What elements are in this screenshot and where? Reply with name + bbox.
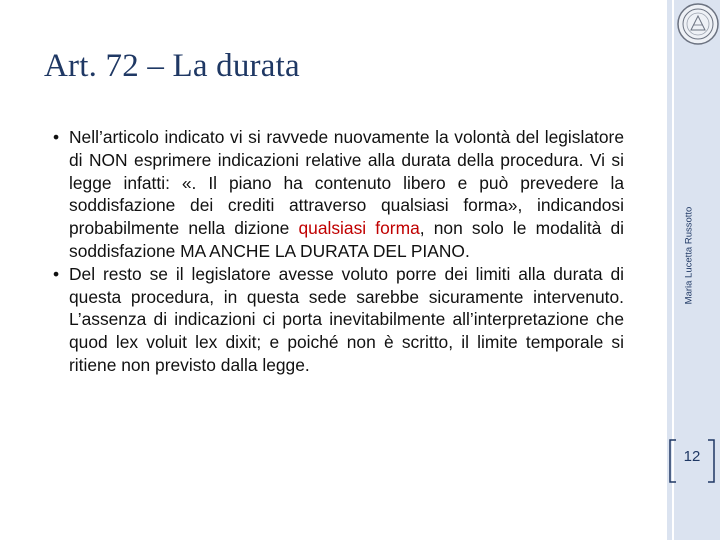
bullet-text: Del resto se il legislatore avesse voluto porre dei limiti alla durata di questa procedura, in questa sede sarebbe sicuramente intervenuto. L’assenza di indicazioni ci porta inevitabilmente all’interpretazione che quod lex voluit lex dixit; e poiché non è scritto, il limite temporale si ritiene non previsto dalla legge. (69, 263, 624, 375)
bullet-dot: • (53, 127, 60, 147)
bullet-item (50, 126, 624, 263)
slide-content (50, 126, 624, 377)
bullet-highlight: qualsiasi forma (298, 218, 420, 239)
author-name: Maria Lucetta Russotto (683, 206, 695, 305)
bullet-text: Nell’articolo indicato vi si ravvede nuovamente la volontà del legislatore di NON esprimere indicazioni relative alla durata della procedura. Vi si legge infatti: «. Il piano ha contenuto libero e può prevedere la soddisfazione dei crediti attraverso qualsiasi forma», indicandosi probabilmente nella dizione (69, 127, 624, 239)
page-number-box (664, 436, 720, 486)
slide-title: Art. 72 – La durata (44, 48, 300, 84)
page-number: 12 (683, 448, 701, 465)
bullet-item (50, 263, 624, 377)
university-seal-icon (676, 2, 720, 46)
bullet-dot: • (53, 263, 60, 284)
bullet-text-end: , non solo le modalità di soddisfazione MA ANCHE LA DURATA DEL PIANO. (69, 218, 624, 261)
